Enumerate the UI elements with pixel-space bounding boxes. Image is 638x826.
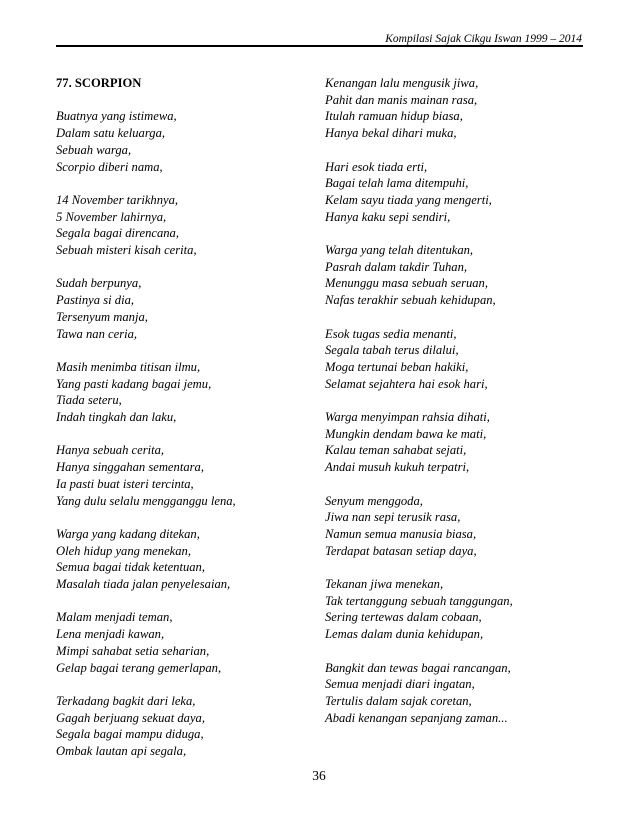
poem-line: Kelam sayu tiada yang mengerti, <box>325 192 492 207</box>
stanza <box>56 108 316 175</box>
poem-line: Nafas terakhir sebuah kehidupan, <box>325 293 496 308</box>
poem-line: Pahit dan manis mainan rasa, <box>325 92 478 107</box>
title-spacer <box>56 92 316 109</box>
poem-line: Ombak lautan api segala, <box>56 744 187 758</box>
poem-line: Semua bagai tidak ketentuan, <box>56 560 205 575</box>
poem-title: 77. SCORPION <box>56 76 142 90</box>
stanza <box>325 409 585 476</box>
stanza <box>56 609 316 676</box>
poem-line: Lemas dalam dunia kehidupan, <box>325 627 484 642</box>
page-number: 36 <box>312 768 326 783</box>
poem-line: Tawa nan ceria, <box>56 326 138 341</box>
poem-line: Semua menjadi diari ingatan, <box>325 677 475 692</box>
poem-line: 14 November tarikhnya, <box>56 192 179 207</box>
poem-line: Buatnya yang istimewa, <box>56 109 177 124</box>
stanza <box>56 526 316 593</box>
poem-line: Hanya bekal dihari muka, <box>325 126 457 141</box>
poem-line: 5 November lahirnya, <box>56 209 167 224</box>
poem-line: Tersenyum manja, <box>56 309 148 324</box>
poem-line: Mungkin dendam bawa ke mati, <box>325 426 487 441</box>
poem-line: Mimpi sahabat setia seharian, <box>56 643 210 658</box>
poem-line: Pasrah dalam takdir Tuhan, <box>325 259 468 274</box>
poem-line: Masih menimba titisan ilmu, <box>56 359 201 374</box>
poem-line: Hanya sebuah cerita, <box>56 443 165 458</box>
poem-line: Hari esok tiada erti, <box>325 159 428 174</box>
poem-line: Oleh hidup yang menekan, <box>56 543 191 558</box>
stanza <box>325 242 585 309</box>
poem-column-right <box>325 75 585 726</box>
poem-line: Bangkit dan tewas bagai rancangan, <box>325 660 511 675</box>
stanza <box>56 442 316 509</box>
poem-line: Namun semua manusia biasa, <box>325 526 477 541</box>
poem-line: Segala bagai direncana, <box>56 226 180 241</box>
poem-line: Moga tertunai beban hakiki, <box>325 359 469 374</box>
poem-column-left <box>56 75 316 760</box>
stanza <box>325 576 585 643</box>
poem-line: Indah tingkah dan laku, <box>56 410 177 424</box>
poem-line: Warga menyimpan rahsia dihati, <box>325 410 490 424</box>
poem-line: Itulah ramuan hidup biasa, <box>325 109 463 124</box>
poem-line: Tiada seteru, <box>56 393 122 408</box>
poem-line: Bagai telah lama ditempuhi, <box>325 176 469 191</box>
poem-line: Sudah berpunya, <box>56 276 142 291</box>
poem-line: Terkadang bagkit dari leka, <box>56 693 196 708</box>
poem-line: Jiwa nan sepi terusik rasa, <box>325 510 461 525</box>
poem-line: Tertulis dalam sajak coretan, <box>325 693 472 708</box>
poem-line: Tekanan jiwa menekan, <box>325 577 444 591</box>
poem-line: Yang pasti kadang bagai jemu, <box>56 376 212 391</box>
running-header: Kompilasi Sajak Cikgu Iswan 1999 – 2014 <box>385 33 582 45</box>
poem-line: Hanya kaku sepi sendiri, <box>325 209 451 224</box>
stanza <box>325 660 585 727</box>
poem-line: Ia pasti buat isteri tercinta, <box>56 476 194 491</box>
stanza <box>325 75 585 142</box>
stanza <box>325 493 585 560</box>
poem-line: Senyum menggoda, <box>325 493 423 508</box>
poem-line: Gagah berjuang sekuat daya, <box>56 710 206 725</box>
poem-line: Menunggu masa sebuah seruan, <box>325 276 489 291</box>
poem-line: Sebuah misteri kisah cerita, <box>56 243 197 257</box>
poem-line: Abadi kenangan sepanjang zaman... <box>325 710 508 725</box>
poem-line: Sebuah warga, <box>56 142 132 157</box>
poem-line: Segala tabah terus dilalui, <box>325 343 459 358</box>
poem-line: Tak tertanggung sebuah tanggungan, <box>325 593 513 608</box>
poem-line: Gelap bagai terang gemerlapan, <box>56 660 222 675</box>
poem-line: Pastinya si dia, <box>56 293 135 308</box>
poem-line: Dalam satu keluarga, <box>56 126 166 141</box>
poem-line: Scorpio diberi nama, <box>56 159 163 174</box>
poem-line: Hanya singgahan sementara, <box>56 460 204 475</box>
stanza <box>56 192 316 259</box>
poem-line: Masalah tiada jalan penyelesaian, <box>56 577 231 591</box>
stanza <box>56 275 316 342</box>
stanza <box>56 359 316 426</box>
stanza <box>56 693 316 760</box>
stanza <box>325 159 585 226</box>
header-rule <box>56 45 583 47</box>
poem-line: Selamat sejahtera hai esok hari, <box>325 376 488 391</box>
poem-line: Andai musuh kukuh terpatri, <box>325 460 470 475</box>
poem-line: Terdapat batasan setiap daya, <box>325 543 477 558</box>
poem-line: Yang dulu selalu mengganggu lena, <box>56 493 236 508</box>
poem-line: Esok tugas sedia menanti, <box>325 326 457 341</box>
stanza <box>325 326 585 393</box>
poem-line: Kenangan lalu mengusik jiwa, <box>325 76 479 90</box>
poem-line: Segala bagai mampu diduga, <box>56 727 204 742</box>
poem-line: Lena menjadi kawan, <box>56 627 165 642</box>
poem-line: Kalau teman sahabat sejati, <box>325 443 467 458</box>
right-stanzas <box>325 75 585 726</box>
poem-line: Sering tertewas dalam cobaan, <box>325 610 482 625</box>
poem-line: Malam menjadi teman, <box>56 610 173 625</box>
left-stanzas <box>56 108 316 759</box>
poem-line: Warga yang telah ditentukan, <box>325 243 474 257</box>
poem-line: Warga yang kadang ditekan, <box>56 526 200 541</box>
